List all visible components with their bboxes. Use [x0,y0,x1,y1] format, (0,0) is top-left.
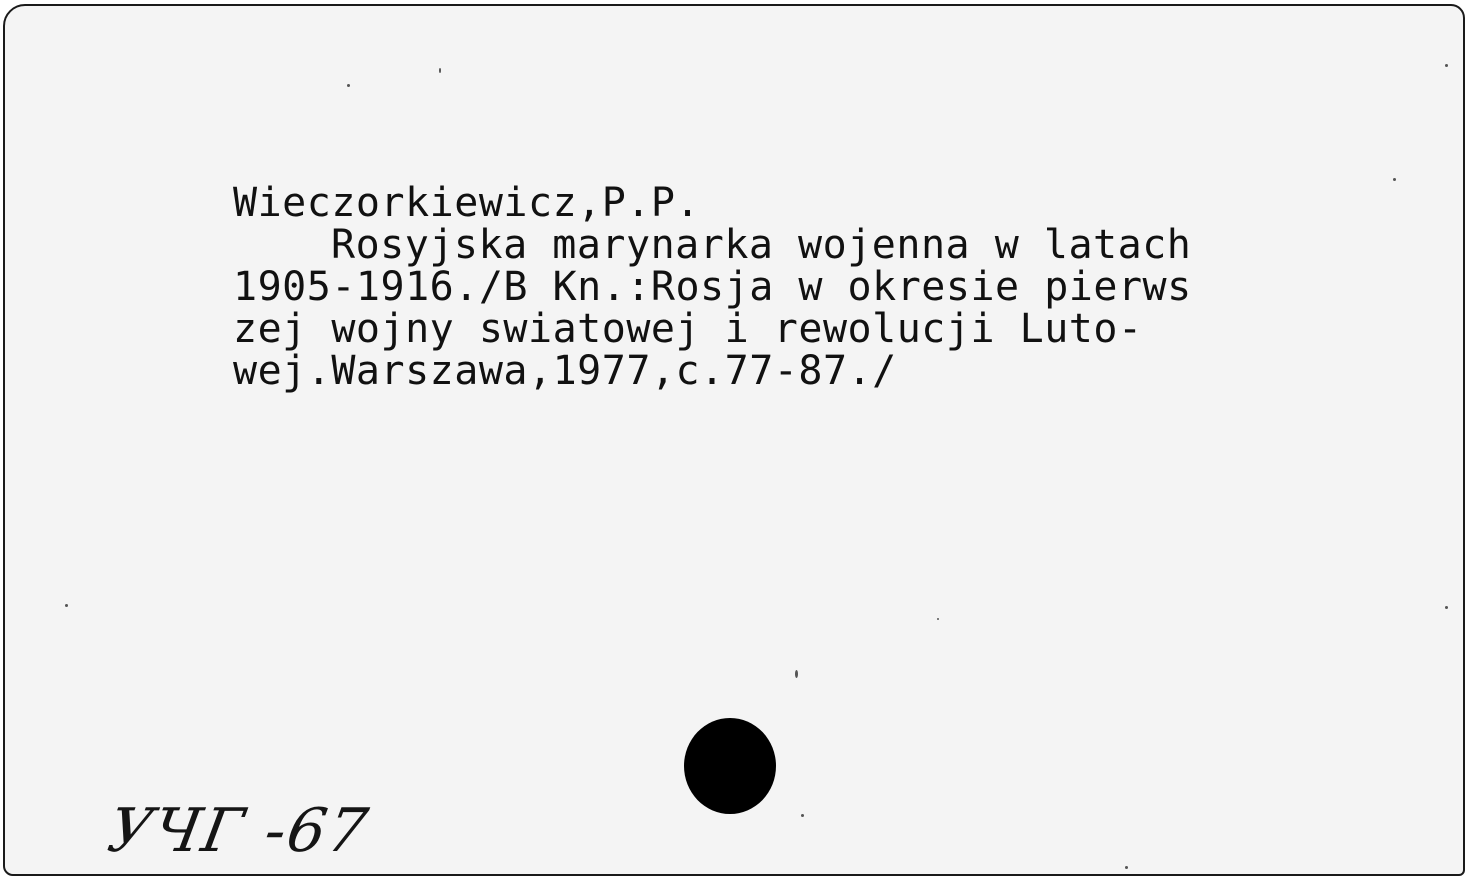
dust-speck [801,814,804,817]
dust-speck [1445,64,1448,67]
dust-speck [439,68,441,73]
description-line: zej wojny swiatowej i rewolucji Luto- [233,306,1143,352]
handwritten-shelfmark: УЧГ -67 [102,796,375,866]
author-heading: Wieczorkiewicz,P.P. [233,180,701,226]
dust-speck [1125,866,1128,869]
dust-speck [937,618,939,620]
dust-speck [1445,606,1448,609]
bibliographic-entry [233,182,1413,392]
description-line: 1905-1916./B Kn.:Rosja w okresie pierws [233,264,1192,310]
dust-speck [1393,178,1396,181]
dust-speck [795,670,798,678]
description-line: wej.Warszawa,1977,c.77-87./ [233,348,897,394]
description-line: Rosyjska marynarka wojenna w latach [331,222,1192,268]
dust-speck [65,604,68,607]
punch-hole [684,718,776,814]
dust-speck [347,84,350,87]
